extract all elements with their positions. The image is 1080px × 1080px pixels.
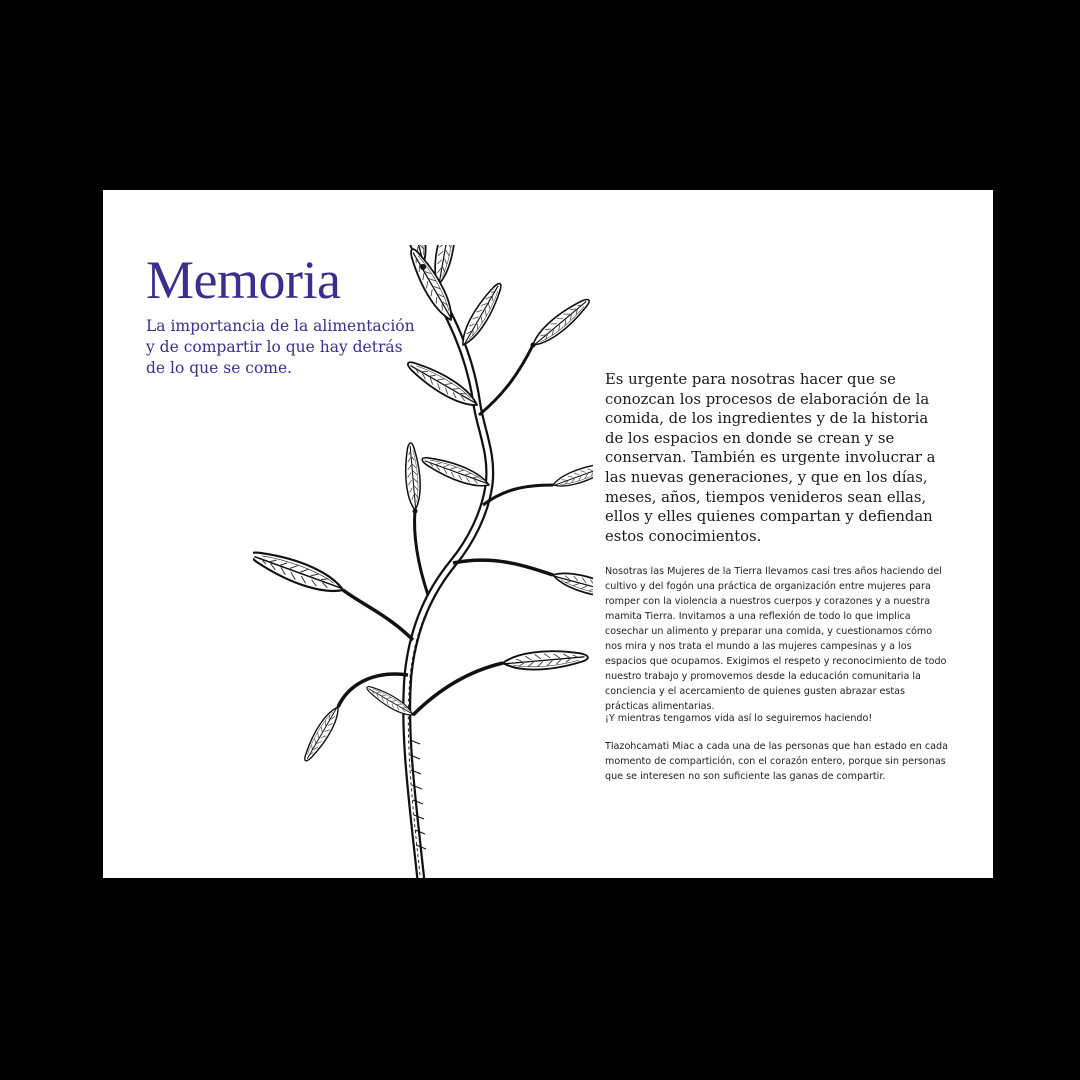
document-page <box>103 190 993 878</box>
body-paragraph: Nosotras las Mujeres de la Tierra llevamos casi tres años haciendo del cultivo y del fogón una práctica de organización entre mujeres para romper con la violencia a nuestros cuerpos y corazones y a nuestra mamita Tierra. Invitamos a una reflexión de todo lo que implica cosechar un alimento y preparar una comida, y cuestionamos cómo nos mira y nos trata el mundo a las mujeres campesinas y a los espacios que ocupamos. Exigimos el respeto y reconocimiento de todo nuestro trabajo y promovemos desde la educación comunitaria la conciencia y el acercamiento de quienes gusten abrazar estas prácticas alimentarias. <box>605 566 947 712</box>
page-subtitle: La importancia de la alimentación y de compartir lo que hay detrás de lo que se come. <box>146 317 415 377</box>
plant-sprig-icon <box>253 245 593 878</box>
body-paragraph: ¡Y mientras tengamos vida así lo seguiremos haciendo! <box>605 713 873 724</box>
body-paragraph: Tlazohcamati Miac a cada una de las personas que han estado en cada momento de compartición, con el corazón entero, porque sin personas que se interesen no son suficiente las ganas de compartir. <box>605 741 948 782</box>
page-title: Memoria <box>146 250 341 310</box>
lead-paragraph: Es urgente para nosotras hacer que se conozcan los procesos de elaboración de la comida, de los ingredientes y de la historia de los espacios en donde se crean y se conservan. También es urgente involucrar a las nuevas generaciones, y que en los días, meses, años, tiempos venideros sean ellas, ellos y elles quienes compartan y defiendan estos conocimientos. <box>605 371 936 545</box>
